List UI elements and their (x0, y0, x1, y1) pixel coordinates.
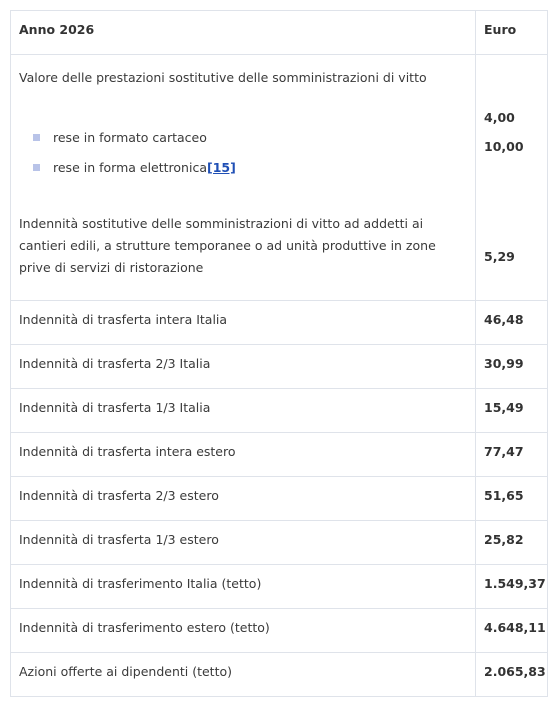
row-value: 51,65 (476, 477, 548, 521)
header-year: Anno 2026 (11, 11, 476, 55)
row-value: 15,49 (476, 389, 548, 433)
table-row (11, 301, 548, 345)
row-label: Azioni offerte ai dipendenti (tetto) (11, 653, 476, 697)
meal-voucher-list (33, 123, 467, 183)
row-value: 77,47 (476, 433, 548, 477)
row-value: 30,99 (476, 345, 548, 389)
row-label: Indennità di trasferimento Italia (tetto) (11, 565, 476, 609)
list-item-label: rese in forma elettronica (53, 160, 207, 175)
row-value: 4.648,11 (476, 609, 548, 653)
footnote-link[interactable]: [15] (206, 160, 236, 175)
table-row (11, 609, 548, 653)
row-value: 1.549,37 (476, 565, 548, 609)
row-label: Indennità di trasferta 2/3 estero (11, 477, 476, 521)
table-row (11, 433, 548, 477)
table-row (11, 389, 548, 433)
site-allowance-value: 5,29 (484, 249, 515, 264)
row-value: 25,82 (476, 521, 548, 565)
row-label: Indennità di trasferta intera Italia (11, 301, 476, 345)
table-row (11, 653, 548, 697)
row-value: 46,48 (476, 301, 548, 345)
row-label: Indennità di trasferta 1/3 estero (11, 521, 476, 565)
meal-voucher-intro: Valore delle prestazioni sostitutive delle somministrazioni di vitto (19, 70, 427, 85)
bullet-square-icon (33, 164, 40, 171)
row-label: Indennità di trasferta 1/3 Italia (11, 389, 476, 433)
list-item-label: rese in formato cartaceo (53, 130, 207, 145)
bullet-square-icon (33, 134, 40, 141)
table-row (11, 565, 548, 609)
list-item (33, 153, 467, 183)
header-currency: Euro (476, 11, 548, 55)
list-item (33, 123, 467, 153)
row-value: 2.065,83 (476, 653, 548, 697)
paper-voucher-value: 4,00 (484, 110, 515, 125)
electronic-voucher-value: 10,00 (484, 139, 524, 154)
site-allowance-text: Indennità sostitutive delle somministrazioni di vitto ad addetti ai cantieri edili, a strutture temporanee o ad unità produttive in zone prive di servizi di ristorazione (19, 216, 436, 275)
table-row (11, 477, 548, 521)
table-row (11, 345, 548, 389)
table-header-row (11, 11, 548, 55)
row-label: Indennità di trasferta 2/3 Italia (11, 345, 476, 389)
row-label: Indennità di trasferimento estero (tetto) (11, 609, 476, 653)
allowances-table (10, 10, 548, 697)
row-label: Indennità di trasferta intera estero (11, 433, 476, 477)
table-row (11, 521, 548, 565)
meal-vouchers-row (11, 55, 548, 301)
